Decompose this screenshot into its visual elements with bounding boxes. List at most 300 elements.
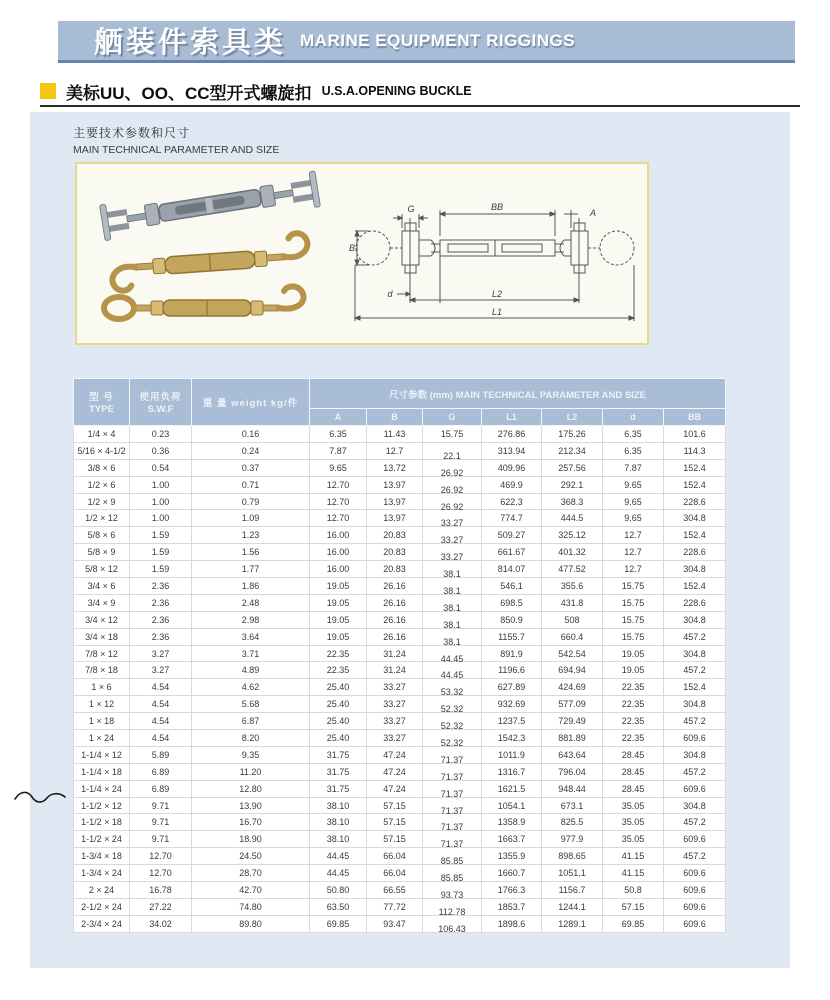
value-cell: 22.35 bbox=[603, 679, 664, 696]
value-cell: 6.87 bbox=[192, 713, 310, 730]
section-title-en: U.S.A.OPENING BUCKLE bbox=[321, 84, 472, 98]
value-cell: 13.97 bbox=[367, 510, 423, 527]
value-cell: 1156.7 bbox=[542, 882, 603, 899]
value-cell: 661.67 bbox=[482, 544, 542, 561]
value-cell: 25.40 bbox=[310, 696, 367, 713]
value-cell: 457.2 bbox=[664, 848, 726, 865]
value-cell: 57.15 bbox=[367, 814, 423, 831]
value-cell: 304.8 bbox=[664, 746, 726, 763]
value-cell: 12.70 bbox=[130, 865, 192, 882]
value-cell: 401.32 bbox=[542, 544, 603, 561]
value-cell: 12.7 bbox=[603, 561, 664, 578]
value-cell: 304.8 bbox=[664, 561, 726, 578]
value-cell: 3.64 bbox=[192, 628, 310, 645]
type-cell: 2-1/2 × 24 bbox=[74, 898, 130, 915]
value-cell: 25.40 bbox=[310, 713, 367, 730]
value-cell: 69.85 bbox=[310, 915, 367, 932]
value-cell: 276.86 bbox=[482, 426, 542, 443]
value-cell: 457.2 bbox=[664, 662, 726, 679]
value-cell: 932.69 bbox=[482, 696, 542, 713]
value-cell: 796.04 bbox=[542, 763, 603, 780]
value-cell: 22.35 bbox=[310, 662, 367, 679]
value-cell: 1.59 bbox=[130, 561, 192, 578]
col-header-G: G bbox=[423, 409, 482, 426]
table-row bbox=[74, 442, 726, 459]
value-cell: 34.02 bbox=[130, 915, 192, 932]
value-cell: 9.71 bbox=[130, 797, 192, 814]
value-cell: 33.27 bbox=[423, 510, 482, 527]
value-cell: 891.9 bbox=[482, 645, 542, 662]
dim-label-A: A bbox=[589, 208, 597, 218]
value-cell: 9.35 bbox=[192, 746, 310, 763]
value-cell: 57.15 bbox=[603, 898, 664, 915]
technical-drawing bbox=[345, 168, 645, 340]
value-cell: 15.75 bbox=[423, 426, 482, 443]
type-cell: 1-3/4 × 24 bbox=[74, 865, 130, 882]
type-cell: 1-1/4 × 12 bbox=[74, 746, 130, 763]
value-cell: 2.36 bbox=[130, 628, 192, 645]
value-cell: 2.48 bbox=[192, 594, 310, 611]
jaw-jaw-turnbuckle bbox=[100, 171, 321, 241]
section-title-zh: 美标UU、OO、CC型开式螺旋扣 bbox=[66, 83, 312, 103]
value-cell: 47.24 bbox=[367, 746, 423, 763]
value-cell: 20.83 bbox=[367, 544, 423, 561]
table-row bbox=[74, 746, 726, 763]
value-cell: 50.8 bbox=[603, 882, 664, 899]
col-header-weight: 重 量 weight kg/件 bbox=[192, 379, 310, 426]
value-cell: 38.10 bbox=[310, 814, 367, 831]
value-cell: 2.36 bbox=[130, 578, 192, 595]
value-cell: 1542.3 bbox=[482, 730, 542, 747]
table-row bbox=[74, 459, 726, 476]
value-cell: 33.27 bbox=[367, 730, 423, 747]
type-cell: 7/8 × 12 bbox=[74, 645, 130, 662]
col-header-L1: L1 bbox=[482, 409, 542, 426]
value-cell: 31.24 bbox=[367, 645, 423, 662]
table-row bbox=[74, 730, 726, 747]
value-cell: 13.90 bbox=[192, 797, 310, 814]
value-cell: 1358.9 bbox=[482, 814, 542, 831]
banner-title-zh: 舾装件索具类 bbox=[94, 27, 287, 59]
value-cell: 22.1 bbox=[423, 442, 482, 459]
type-cell: 1/2 × 12 bbox=[74, 510, 130, 527]
value-cell: 106.43 bbox=[423, 915, 482, 932]
value-cell: 19.05 bbox=[603, 645, 664, 662]
value-cell: 101.6 bbox=[664, 426, 726, 443]
type-cell: 1 × 24 bbox=[74, 730, 130, 747]
value-cell: 71.37 bbox=[423, 831, 482, 848]
value-cell: 26.92 bbox=[423, 459, 482, 476]
value-cell: 53.32 bbox=[423, 679, 482, 696]
value-cell: 35.05 bbox=[603, 831, 664, 848]
value-cell: 33.27 bbox=[367, 713, 423, 730]
value-cell: 27.22 bbox=[130, 898, 192, 915]
value-cell: 1.00 bbox=[130, 476, 192, 493]
value-cell: 152.4 bbox=[664, 527, 726, 544]
value-cell: 977.9 bbox=[542, 831, 603, 848]
value-cell: 457.2 bbox=[664, 713, 726, 730]
value-cell: 546.1 bbox=[482, 578, 542, 595]
value-cell: 20.83 bbox=[367, 527, 423, 544]
value-cell: 609.6 bbox=[664, 730, 726, 747]
type-cell: 3/4 × 9 bbox=[74, 594, 130, 611]
value-cell: 212.34 bbox=[542, 442, 603, 459]
table-row bbox=[74, 527, 726, 544]
value-cell: 673.1 bbox=[542, 797, 603, 814]
table-header bbox=[74, 379, 726, 426]
value-cell: 5.68 bbox=[192, 696, 310, 713]
value-cell: 35.05 bbox=[603, 797, 664, 814]
value-cell: 71.37 bbox=[423, 763, 482, 780]
value-cell: 0.54 bbox=[130, 459, 192, 476]
dim-label-L2: L2 bbox=[491, 289, 503, 299]
value-cell: 609.6 bbox=[664, 898, 726, 915]
value-cell: 325.12 bbox=[542, 527, 603, 544]
value-cell: 22.35 bbox=[310, 645, 367, 662]
value-cell: 1.86 bbox=[192, 578, 310, 595]
value-cell: 12.7 bbox=[603, 527, 664, 544]
value-cell: 292.1 bbox=[542, 476, 603, 493]
value-cell: 93.73 bbox=[423, 882, 482, 899]
value-cell: 4.54 bbox=[130, 730, 192, 747]
value-cell: 2.98 bbox=[192, 611, 310, 628]
value-cell: 16.00 bbox=[310, 544, 367, 561]
table-row bbox=[74, 628, 726, 645]
value-cell: 7.87 bbox=[603, 459, 664, 476]
value-cell: 609.6 bbox=[664, 915, 726, 932]
eye-hook-turnbuckle bbox=[104, 286, 304, 319]
table-row bbox=[74, 696, 726, 713]
value-cell: 622.3 bbox=[482, 493, 542, 510]
value-cell: 77.72 bbox=[367, 898, 423, 915]
dim-label-BB: BB bbox=[490, 202, 504, 212]
value-cell: 57.15 bbox=[367, 831, 423, 848]
value-cell: 948.44 bbox=[542, 780, 603, 797]
dim-label-d: d bbox=[387, 289, 393, 299]
value-cell: 22.35 bbox=[603, 713, 664, 730]
value-cell: 9.71 bbox=[130, 814, 192, 831]
value-cell: 0.23 bbox=[130, 426, 192, 443]
page-banner bbox=[58, 21, 795, 63]
value-cell: 424.69 bbox=[542, 679, 603, 696]
value-cell: 31.75 bbox=[310, 763, 367, 780]
value-cell: 509.27 bbox=[482, 527, 542, 544]
value-cell: 444.5 bbox=[542, 510, 603, 527]
value-cell: 13.72 bbox=[367, 459, 423, 476]
value-cell: 15.75 bbox=[603, 578, 664, 595]
table-row bbox=[74, 898, 726, 915]
type-cell: 1-1/4 × 18 bbox=[74, 763, 130, 780]
yellow-bullet-icon bbox=[40, 83, 56, 99]
value-cell: 44.45 bbox=[310, 848, 367, 865]
value-cell: 28.45 bbox=[603, 780, 664, 797]
value-cell: 22.35 bbox=[603, 730, 664, 747]
value-cell: 26.92 bbox=[423, 476, 482, 493]
value-cell: 38.1 bbox=[423, 611, 482, 628]
value-cell: 1355.9 bbox=[482, 848, 542, 865]
value-cell: 71.37 bbox=[423, 746, 482, 763]
table-row bbox=[74, 561, 726, 578]
value-cell: 304.8 bbox=[664, 696, 726, 713]
table-row bbox=[74, 611, 726, 628]
type-cell: 3/4 × 18 bbox=[74, 628, 130, 645]
value-cell: 1.59 bbox=[130, 527, 192, 544]
value-cell: 41.15 bbox=[603, 848, 664, 865]
value-cell: 69.85 bbox=[603, 915, 664, 932]
value-cell: 6.35 bbox=[310, 426, 367, 443]
type-cell: 3/8 × 6 bbox=[74, 459, 130, 476]
table-row bbox=[74, 797, 726, 814]
value-cell: 1663.7 bbox=[482, 831, 542, 848]
content-panel bbox=[30, 112, 790, 968]
value-cell: 42.70 bbox=[192, 882, 310, 899]
col-header-B: B bbox=[367, 409, 423, 426]
table-row bbox=[74, 679, 726, 696]
value-cell: 12.70 bbox=[130, 848, 192, 865]
hook-hook-turnbuckle bbox=[110, 233, 310, 292]
type-cell: 1-1/2 × 24 bbox=[74, 831, 130, 848]
type-cell: 5/16 × 4-1/2 bbox=[74, 442, 130, 459]
section-title-row bbox=[40, 77, 800, 107]
value-cell: 12.70 bbox=[310, 510, 367, 527]
value-cell: 643.64 bbox=[542, 746, 603, 763]
type-cell: 1/2 × 6 bbox=[74, 476, 130, 493]
value-cell: 152.4 bbox=[664, 679, 726, 696]
value-cell: 24.50 bbox=[192, 848, 310, 865]
value-cell: 16.70 bbox=[192, 814, 310, 831]
value-cell: 12.70 bbox=[310, 493, 367, 510]
value-cell: 12.70 bbox=[310, 476, 367, 493]
col-header-type: 型 号 TYPE bbox=[74, 379, 130, 426]
value-cell: 477.52 bbox=[542, 561, 603, 578]
value-cell: 4.54 bbox=[130, 679, 192, 696]
value-cell: 1054.1 bbox=[482, 797, 542, 814]
value-cell: 15.75 bbox=[603, 594, 664, 611]
value-cell: 112.78 bbox=[423, 898, 482, 915]
value-cell: 431.8 bbox=[542, 594, 603, 611]
value-cell: 355.6 bbox=[542, 578, 603, 595]
value-cell: 35.05 bbox=[603, 814, 664, 831]
value-cell: 11.43 bbox=[367, 426, 423, 443]
table-row bbox=[74, 763, 726, 780]
value-cell: 1.56 bbox=[192, 544, 310, 561]
value-cell: 85.85 bbox=[423, 865, 482, 882]
value-cell: 1155.7 bbox=[482, 628, 542, 645]
value-cell: 26.92 bbox=[423, 493, 482, 510]
value-cell: 66.04 bbox=[367, 848, 423, 865]
intro-line-en: MAIN TECHNICAL PARAMETER AND SIZE bbox=[73, 144, 280, 156]
value-cell: 38.1 bbox=[423, 578, 482, 595]
value-cell: 1.00 bbox=[130, 493, 192, 510]
value-cell: 71.37 bbox=[423, 780, 482, 797]
value-cell: 4.54 bbox=[130, 713, 192, 730]
value-cell: 19.05 bbox=[310, 594, 367, 611]
value-cell: 304.8 bbox=[664, 611, 726, 628]
value-cell: 50.80 bbox=[310, 882, 367, 899]
value-cell: 409.96 bbox=[482, 459, 542, 476]
value-cell: 52.32 bbox=[423, 696, 482, 713]
value-cell: 3.27 bbox=[130, 645, 192, 662]
value-cell: 74.80 bbox=[192, 898, 310, 915]
value-cell: 4.54 bbox=[130, 696, 192, 713]
value-cell: 33.27 bbox=[423, 527, 482, 544]
value-cell: 19.05 bbox=[603, 662, 664, 679]
value-cell: 152.4 bbox=[664, 578, 726, 595]
value-cell: 71.37 bbox=[423, 814, 482, 831]
type-cell: 1 × 6 bbox=[74, 679, 130, 696]
value-cell: 1660.7 bbox=[482, 865, 542, 882]
col-header-d: d bbox=[603, 409, 664, 426]
value-cell: 9.65 bbox=[603, 493, 664, 510]
value-cell: 1898.6 bbox=[482, 915, 542, 932]
value-cell: 1237.5 bbox=[482, 713, 542, 730]
col-header-L2: L2 bbox=[542, 409, 603, 426]
value-cell: 33.27 bbox=[367, 679, 423, 696]
table-row bbox=[74, 848, 726, 865]
value-cell: 609.6 bbox=[664, 865, 726, 882]
value-cell: 22.35 bbox=[603, 696, 664, 713]
value-cell: 1.09 bbox=[192, 510, 310, 527]
value-cell: 3.71 bbox=[192, 645, 310, 662]
table-row bbox=[74, 831, 726, 848]
value-cell: 31.75 bbox=[310, 746, 367, 763]
col-header-swf: 使用负荷 S.W.F bbox=[130, 379, 192, 426]
turnbuckle-photo bbox=[79, 166, 345, 341]
value-cell: 175.26 bbox=[542, 426, 603, 443]
value-cell: 609.6 bbox=[664, 780, 726, 797]
value-cell: 0.24 bbox=[192, 442, 310, 459]
value-cell: 0.79 bbox=[192, 493, 310, 510]
value-cell: 6.35 bbox=[603, 442, 664, 459]
table-row bbox=[74, 645, 726, 662]
table-row bbox=[74, 578, 726, 595]
value-cell: 13.97 bbox=[367, 476, 423, 493]
parameters-table bbox=[73, 378, 726, 933]
value-cell: 774.7 bbox=[482, 510, 542, 527]
value-cell: 26.16 bbox=[367, 611, 423, 628]
value-cell: 11.20 bbox=[192, 763, 310, 780]
value-cell: 12.80 bbox=[192, 780, 310, 797]
value-cell: 38.1 bbox=[423, 594, 482, 611]
value-cell: 19.05 bbox=[310, 611, 367, 628]
value-cell: 66.55 bbox=[367, 882, 423, 899]
type-cell: 3/4 × 12 bbox=[74, 611, 130, 628]
table-row bbox=[74, 780, 726, 797]
value-cell: 4.89 bbox=[192, 662, 310, 679]
type-cell: 1 × 18 bbox=[74, 713, 130, 730]
value-cell: 0.37 bbox=[192, 459, 310, 476]
dim-label-G: G bbox=[407, 204, 415, 214]
value-cell: 881.89 bbox=[542, 730, 603, 747]
value-cell: 257.56 bbox=[542, 459, 603, 476]
value-cell: 228.6 bbox=[664, 594, 726, 611]
value-cell: 729.49 bbox=[542, 713, 603, 730]
value-cell: 15.75 bbox=[603, 628, 664, 645]
value-cell: 898.65 bbox=[542, 848, 603, 865]
value-cell: 304.8 bbox=[664, 645, 726, 662]
value-cell: 33.27 bbox=[367, 696, 423, 713]
value-cell: 52.32 bbox=[423, 713, 482, 730]
table-row bbox=[74, 882, 726, 899]
value-cell: 9.71 bbox=[130, 831, 192, 848]
table-row bbox=[74, 865, 726, 882]
value-cell: 304.8 bbox=[664, 797, 726, 814]
value-cell: 0.71 bbox=[192, 476, 310, 493]
value-cell: 18.90 bbox=[192, 831, 310, 848]
margin-squiggle-mark bbox=[13, 787, 69, 811]
value-cell: 825.5 bbox=[542, 814, 603, 831]
value-cell: 44.45 bbox=[310, 865, 367, 882]
value-cell: 2.36 bbox=[130, 611, 192, 628]
table-row bbox=[74, 662, 726, 679]
value-cell: 152.4 bbox=[664, 459, 726, 476]
value-cell: 85.85 bbox=[423, 848, 482, 865]
value-cell: 660.4 bbox=[542, 628, 603, 645]
type-cell: 1-1/2 × 12 bbox=[74, 797, 130, 814]
value-cell: 9.65 bbox=[310, 459, 367, 476]
table-row bbox=[74, 544, 726, 561]
type-cell: 1-3/4 × 18 bbox=[74, 848, 130, 865]
value-cell: 542.54 bbox=[542, 645, 603, 662]
value-cell: 38.10 bbox=[310, 797, 367, 814]
type-cell: 1-1/4 × 24 bbox=[74, 780, 130, 797]
value-cell: 41.15 bbox=[603, 865, 664, 882]
dim-label-B: B bbox=[348, 243, 356, 253]
value-cell: 4.62 bbox=[192, 679, 310, 696]
value-cell: 66.04 bbox=[367, 865, 423, 882]
type-cell: 5/8 × 9 bbox=[74, 544, 130, 561]
value-cell: 19.05 bbox=[310, 578, 367, 595]
table-row bbox=[74, 594, 726, 611]
value-cell: 1011.9 bbox=[482, 746, 542, 763]
type-cell: 5/8 × 12 bbox=[74, 561, 130, 578]
value-cell: 304.8 bbox=[664, 510, 726, 527]
type-cell: 3/4 × 6 bbox=[74, 578, 130, 595]
value-cell: 1.23 bbox=[192, 527, 310, 544]
value-cell: 6.89 bbox=[130, 780, 192, 797]
value-cell: 1621.5 bbox=[482, 780, 542, 797]
value-cell: 2.36 bbox=[130, 594, 192, 611]
value-cell: 89.80 bbox=[192, 915, 310, 932]
value-cell: 38.10 bbox=[310, 831, 367, 848]
type-cell: 5/8 × 6 bbox=[74, 527, 130, 544]
value-cell: 15.75 bbox=[603, 611, 664, 628]
value-cell: 33.27 bbox=[423, 544, 482, 561]
value-cell: 152.4 bbox=[664, 476, 726, 493]
value-cell: 44.45 bbox=[423, 645, 482, 662]
type-cell: 1/2 × 9 bbox=[74, 493, 130, 510]
type-cell: 1/4 × 4 bbox=[74, 426, 130, 443]
value-cell: 609.6 bbox=[664, 831, 726, 848]
value-cell: 577.09 bbox=[542, 696, 603, 713]
value-cell: 508 bbox=[542, 611, 603, 628]
value-cell: 6.89 bbox=[130, 763, 192, 780]
value-cell: 469.9 bbox=[482, 476, 542, 493]
value-cell: 28.45 bbox=[603, 763, 664, 780]
value-cell: 0.16 bbox=[192, 426, 310, 443]
value-cell: 38.1 bbox=[423, 561, 482, 578]
table-row bbox=[74, 493, 726, 510]
type-cell: 2-3/4 × 24 bbox=[74, 915, 130, 932]
table-row bbox=[74, 426, 726, 443]
value-cell: 9.65 bbox=[603, 476, 664, 493]
table-row bbox=[74, 915, 726, 932]
value-cell: 47.24 bbox=[367, 780, 423, 797]
value-cell: 63.50 bbox=[310, 898, 367, 915]
intro-text bbox=[73, 124, 279, 156]
value-cell: 52.32 bbox=[423, 730, 482, 747]
value-cell: 12.7 bbox=[367, 442, 423, 459]
